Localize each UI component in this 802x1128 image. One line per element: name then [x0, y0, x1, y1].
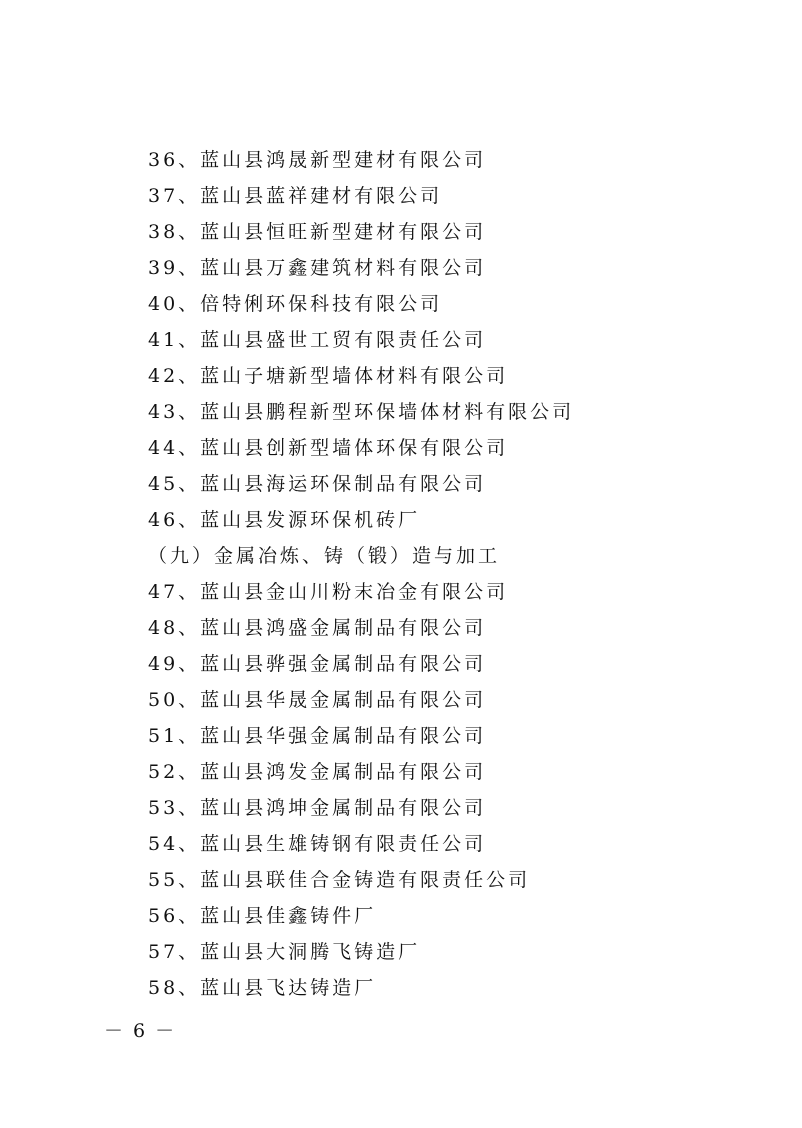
- list-item: 53、蓝山县鸿坤金属制品有限公司: [148, 797, 487, 819]
- list-item: 40、倍特俐环保科技有限公司: [148, 293, 443, 315]
- list-item: 37、蓝山县蓝祥建材有限公司: [148, 185, 443, 207]
- list-item: 50、蓝山县华晟金属制品有限公司: [148, 689, 487, 711]
- list-item: 54、蓝山县生雄铸钢有限责任公司: [148, 833, 487, 855]
- list-item: 38、蓝山县恒旺新型建材有限公司: [148, 221, 487, 243]
- list-item: 43、蓝山县鹏程新型环保墙体材料有限公司: [148, 401, 575, 423]
- list-item: 56、蓝山县佳鑫铸件厂: [148, 905, 377, 927]
- list-item: 49、蓝山县骅强金属制品有限公司: [148, 653, 487, 675]
- list-item: 44、蓝山县创新型墙体环保有限公司: [148, 437, 509, 459]
- list-item: 58、蓝山县飞达铸造厂: [148, 977, 377, 999]
- section-heading: （九）金属冶炼、铸（锻）造与加工: [148, 545, 501, 567]
- list-item: 41、蓝山县盛世工贸有限责任公司: [148, 329, 487, 351]
- list-item: 55、蓝山县联佳合金铸造有限责任公司: [148, 869, 531, 891]
- list-item: 57、蓝山县大洞腾飞铸造厂: [148, 941, 421, 963]
- list-item: 48、蓝山县鸿盛金属制品有限公司: [148, 617, 487, 639]
- page-number: － 6 －: [104, 1020, 177, 1042]
- list-item: 45、蓝山县海运环保制品有限公司: [148, 473, 487, 495]
- list-item: 47、蓝山县金山川粉末冶金有限公司: [148, 581, 509, 603]
- list-item: 42、蓝山子塘新型墙体材料有限公司: [148, 365, 509, 387]
- list-item: 52、蓝山县鸿发金属制品有限公司: [148, 761, 487, 783]
- list-item: 39、蓝山县万鑫建筑材料有限公司: [148, 257, 487, 279]
- list-item: 51、蓝山县华强金属制品有限公司: [148, 725, 487, 747]
- list-item: 46、蓝山县发源环保机砖厂: [148, 509, 421, 531]
- list-item: 36、蓝山县鸿晟新型建材有限公司: [148, 149, 487, 171]
- document-body: [148, 142, 768, 1006]
